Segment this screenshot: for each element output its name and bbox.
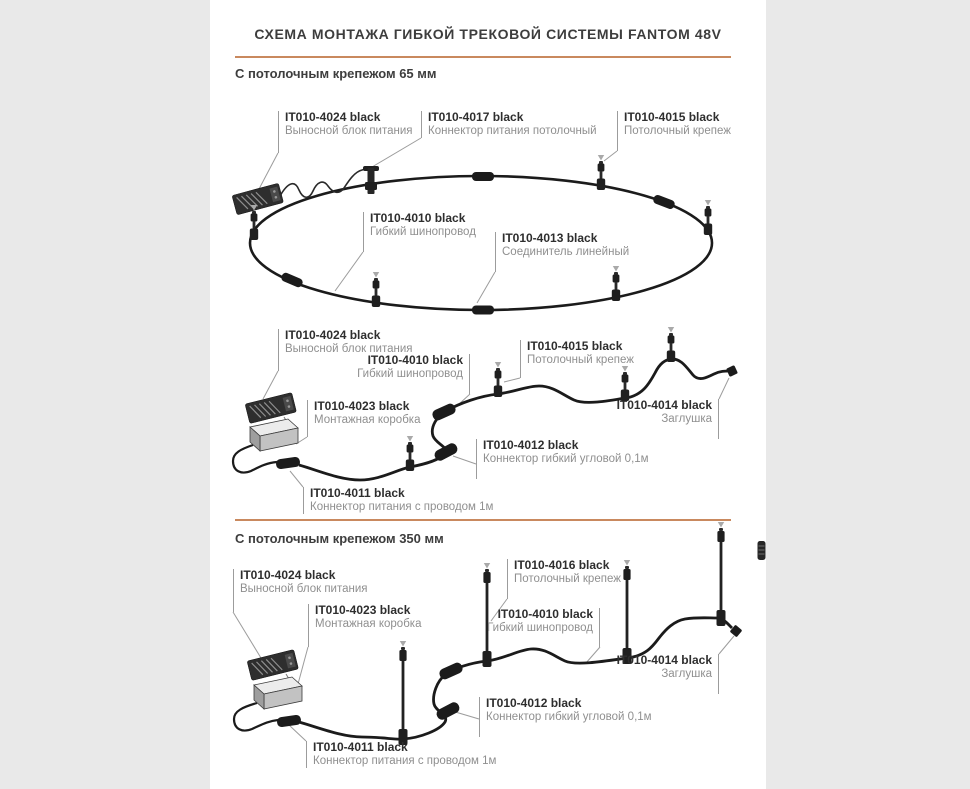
mounting-box-icon xyxy=(250,419,298,451)
label-d1-flex-track xyxy=(363,212,476,252)
part-code: IT010-4024 black xyxy=(285,328,381,342)
power-supply-icon xyxy=(245,393,296,424)
mounting-box-icon xyxy=(254,677,302,709)
part-desc: Заглушка xyxy=(661,413,712,425)
ceiling-pin-icon xyxy=(372,272,380,307)
part-desc: Коннектор гибкий угловой 0,1м xyxy=(486,711,652,723)
label-d2-end-cap xyxy=(617,399,719,439)
part-desc: Коннектор питания с проводом 1м xyxy=(313,755,497,767)
part-desc: Потолочный крепеж xyxy=(624,125,731,137)
label-d2-power-connector xyxy=(303,487,493,514)
part-desc: Коннектор питания потолочный xyxy=(428,125,597,137)
part-code: IT010-4011 black xyxy=(313,740,408,754)
part-desc: Заглушка xyxy=(661,668,712,680)
label-d3-mounting-box xyxy=(308,604,421,647)
label-d3-flex-track xyxy=(487,608,600,647)
label-d1-linear-connector xyxy=(495,232,629,272)
part-code: IT010-4014 black xyxy=(616,398,712,412)
label-d2-flex-track xyxy=(357,354,470,394)
corner-connector-icon xyxy=(438,661,464,681)
page-title: СХЕМА МОНТАЖА ГИБКОЙ ТРЕКОВОЙ СИСТЕМЫ FANTOM 48V xyxy=(254,26,722,42)
end-cap-icon xyxy=(726,365,738,377)
section-heading-65mm: С потолочным крепежом 65 мм xyxy=(235,66,437,81)
part-code: IT010-4010 black xyxy=(367,353,463,367)
ceiling-pin-350-icon xyxy=(717,522,726,626)
label-d2-ceiling-mount xyxy=(520,340,634,378)
part-desc: Гибкий шинопровод xyxy=(487,622,593,634)
part-code: IT010-4015 black xyxy=(624,110,720,124)
part-desc: Выносной блок питания xyxy=(285,125,413,137)
end-cap-detail-icon xyxy=(758,541,766,560)
section-heading-350mm: С потолочным крепежом 350 мм xyxy=(235,531,444,546)
part-code: IT010-4014 black xyxy=(616,653,712,667)
label-d3-end-cap xyxy=(617,654,719,694)
linear-connector-icon xyxy=(472,172,494,181)
label-d1-ceiling-power-connector xyxy=(421,111,597,138)
ceiling-pin-icon xyxy=(494,362,502,397)
power-supply-icon xyxy=(232,183,284,215)
part-desc: Выносной блок питания xyxy=(240,583,368,595)
ceiling-pin-350-icon xyxy=(623,560,632,664)
corner-connector-icon xyxy=(435,701,461,722)
part-code: IT010-4024 black xyxy=(285,110,381,124)
label-d3-ceiling-mount xyxy=(507,559,621,599)
label-d3-corner-connector xyxy=(479,697,652,737)
part-desc: Соединитель линейный xyxy=(502,246,630,258)
part-desc: Коннектор гибкий угловой 0,1м xyxy=(483,453,649,465)
ring-track xyxy=(250,176,712,310)
corner-connector-icon xyxy=(431,402,457,422)
linear-connector-icon xyxy=(280,272,304,289)
part-code: IT010-4015 black xyxy=(527,339,623,353)
linear-connector-icon xyxy=(652,194,676,210)
label-d2-mounting-box xyxy=(307,400,420,437)
part-desc: Монтажная коробка xyxy=(315,618,422,630)
part-desc: Монтажная коробка xyxy=(314,414,421,426)
power-connector-icon xyxy=(275,456,300,469)
power-supply-icon xyxy=(247,650,298,681)
part-code: IT010-4010 black xyxy=(497,607,593,621)
part-code: IT010-4011 black xyxy=(310,486,405,500)
ceiling-pin-350-icon xyxy=(399,641,408,745)
label-d2-corner-connector xyxy=(476,439,649,479)
ceiling-pin-icon xyxy=(406,436,414,471)
part-code: IT010-4017 black xyxy=(428,110,524,124)
part-code: IT010-4023 black xyxy=(315,603,411,617)
part-code: IT010-4024 black xyxy=(240,568,336,582)
ceiling-pin-icon xyxy=(704,200,712,235)
corner-connector-icon xyxy=(433,442,459,463)
part-code: IT010-4016 black xyxy=(514,558,610,572)
part-desc: Выносной блок питания xyxy=(285,343,413,355)
part-code: IT010-4013 black xyxy=(502,231,598,245)
ceiling-pin-icon xyxy=(597,155,605,190)
ceiling-power-connector-icon xyxy=(363,166,379,194)
label-d1-ceiling-mount xyxy=(617,111,731,151)
label-d3-power-connector xyxy=(306,741,496,768)
part-desc: Потолочный крепеж xyxy=(514,573,621,585)
part-code: IT010-4012 black xyxy=(483,438,579,452)
linear-connector-icon xyxy=(472,306,494,315)
part-desc: Потолочный крепеж xyxy=(527,354,634,366)
part-code: IT010-4012 black xyxy=(486,696,582,710)
label-d1-power-supply xyxy=(278,111,413,153)
part-code: IT010-4010 black xyxy=(370,211,466,225)
part-desc: Гибкий шинопровод xyxy=(370,226,476,238)
part-code: IT010-4023 black xyxy=(314,399,410,413)
part-desc: Коннектор питания с проводом 1м xyxy=(310,501,494,513)
part-desc: Гибкий шинопровод xyxy=(357,368,463,380)
ceiling-pin-icon xyxy=(667,327,675,362)
power-connector-icon xyxy=(276,714,301,727)
